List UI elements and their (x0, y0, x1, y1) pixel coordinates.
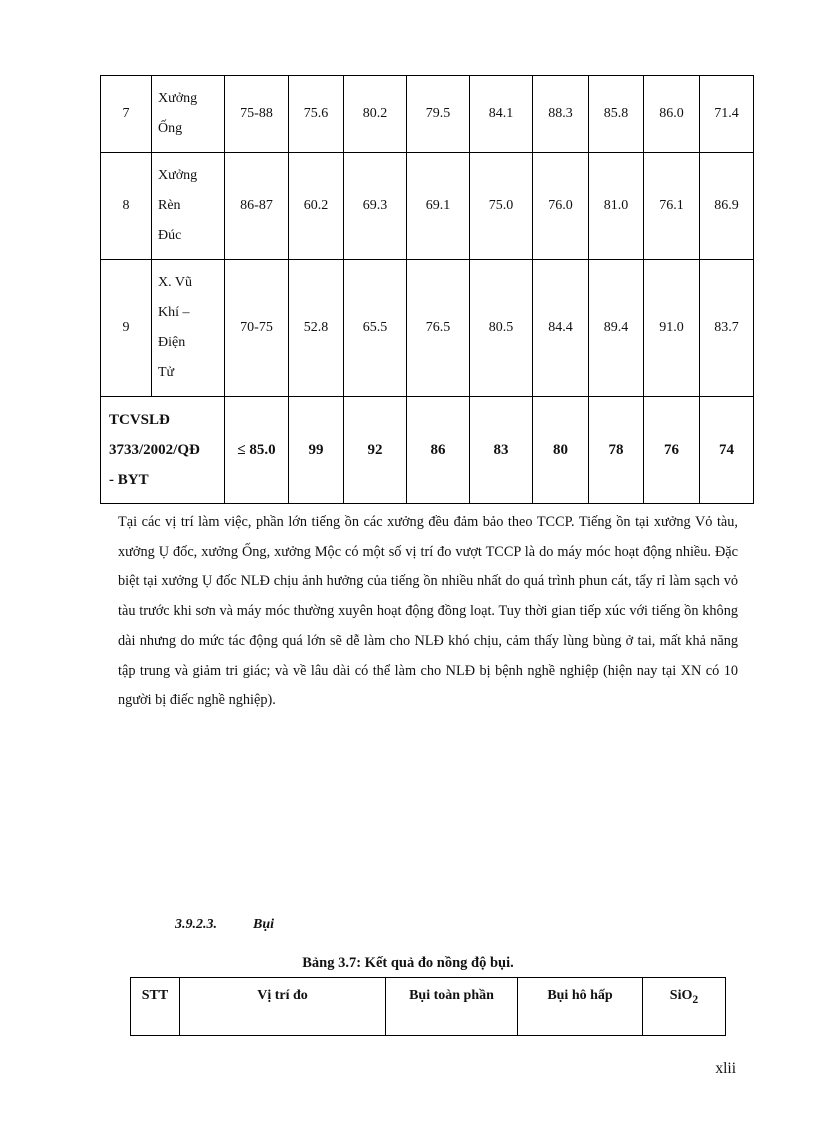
noise-value-cell: 60.2 (289, 153, 344, 260)
noise-value-cell: 76.5 (407, 260, 470, 397)
location-name-line: Xưởng (158, 91, 198, 106)
noise-value-cell: 84.4 (533, 260, 589, 397)
table-row (101, 76, 754, 153)
noise-value-cell: 85.8 (589, 76, 644, 153)
header-respirable-dust: Bụi hô hấp (518, 978, 643, 1036)
standard-limit-cell: 99 (289, 397, 344, 504)
noise-value-cell: 79.5 (407, 76, 470, 153)
standard-limit-cell: 92 (344, 397, 407, 504)
row-location-name (152, 153, 225, 260)
location-name-line: Ống (158, 121, 183, 136)
standard-name-line: TCVSLĐ (109, 412, 170, 428)
row-stt: 8 (101, 153, 152, 260)
noise-value-cell: 81.0 (589, 153, 644, 260)
location-name-line: X. Vũ (158, 275, 192, 290)
location-name-line: Khí – (158, 305, 190, 320)
row-stt: 7 (101, 76, 152, 153)
noise-value-cell: 71.4 (700, 76, 754, 153)
noise-value-cell: 75.6 (289, 76, 344, 153)
standard-name-line: - BYT (109, 472, 149, 488)
section-title: Bụi (253, 917, 275, 932)
section-number: 3.9.2.3. (175, 917, 217, 932)
standard-name-line: 3733/2002/QĐ (109, 442, 200, 458)
noise-value-cell: 88.3 (533, 76, 589, 153)
standard-limit-cell: 76 (644, 397, 700, 504)
table-row (101, 260, 754, 397)
dust-table-header-row (131, 978, 726, 1036)
header-sio2 (643, 978, 726, 1036)
standard-name (101, 397, 225, 504)
noise-value-cell: 69.1 (407, 153, 470, 260)
noise-value-cell: 89.4 (589, 260, 644, 397)
location-name-line: Tử (158, 365, 175, 380)
header-stt: STT (131, 978, 180, 1036)
location-name-line: Đúc (158, 228, 182, 243)
location-name-line: Xưởng (158, 168, 198, 183)
standard-limit-cell: 86 (407, 397, 470, 504)
table-row (101, 153, 754, 260)
noise-value-cell: 76.0 (533, 153, 589, 260)
header-total-dust: Bụi toàn phần (386, 978, 518, 1036)
noise-value-cell: 86-87 (225, 153, 289, 260)
noise-value-cell: 86.9 (700, 153, 754, 260)
standard-limit-cell: 80 (533, 397, 589, 504)
noise-value-cell: 84.1 (470, 76, 533, 153)
location-name-line: Rèn (158, 198, 181, 213)
location-name-line: Điện (158, 335, 186, 350)
standard-limit-cell: ≤ 85.0 (225, 397, 289, 504)
noise-value-cell: 52.8 (289, 260, 344, 397)
noise-value-cell: 75.0 (470, 153, 533, 260)
page-number: xlii (715, 1060, 736, 1077)
noise-value-cell: 65.5 (344, 260, 407, 397)
dust-concentration-table (130, 977, 726, 1036)
row-stt: 9 (101, 260, 152, 397)
noise-value-cell: 80.2 (344, 76, 407, 153)
noise-value-cell: 70-75 (225, 260, 289, 397)
noise-value-cell: 69.3 (344, 153, 407, 260)
noise-value-cell: 80.5 (470, 260, 533, 397)
noise-value-cell: 83.7 (700, 260, 754, 397)
dust-table-caption: Bảng 3.7: Kết quả đo nồng độ bụi. (302, 955, 514, 971)
sio2-base: SiO (669, 988, 693, 1003)
body-paragraph: Tại các vị trí làm việc, phần lớn tiếng ồn các xưởng đều đảm bảo theo TCCP. Tiếng ồn tại xưởng Vỏ tàu, xưởng Ụ đốc, xưởng Ống, xưởng Mộc có một số vị trí đo vượt TCCP là do máy móc hoạt động nhiều. Đặc biệt tại xưởng Ụ đốc NLĐ chịu ảnh hưởng của tiếng ồn nhiều nhất do quá trình phun cát, tẩy rỉ làm sạch vỏ tàu trước khi sơn và máy móc thường xuyên hoạt động đồng loạt. Tuy thời gian tiếp xúc với tiếng ồn không dài nhưng do mức tác động quá lớn sẽ dễ làm cho NLĐ khó chịu, cảm thấy lùng bùng ở tai, mất khả năng tập trung và giảm tri giác; và về lâu dài có thể làm cho NLĐ bị bệnh nghề nghiệp (hiện nay tại XN có 10 người bị điếc nghề nghiệp). (118, 514, 738, 709)
sio2-subscript: 2 (692, 992, 699, 1006)
standard-limit-cell: 78 (589, 397, 644, 504)
row-location-name (152, 76, 225, 153)
noise-value-cell: 86.0 (644, 76, 700, 153)
standard-limit-cell: 83 (470, 397, 533, 504)
standard-row (101, 397, 754, 504)
header-position: Vị trí đo (180, 978, 386, 1036)
noise-level-table (100, 75, 754, 504)
noise-value-cell: 75-88 (225, 76, 289, 153)
noise-value-cell: 91.0 (644, 260, 700, 397)
row-location-name (152, 260, 225, 397)
standard-limit-cell: 74 (700, 397, 754, 504)
noise-value-cell: 76.1 (644, 153, 700, 260)
